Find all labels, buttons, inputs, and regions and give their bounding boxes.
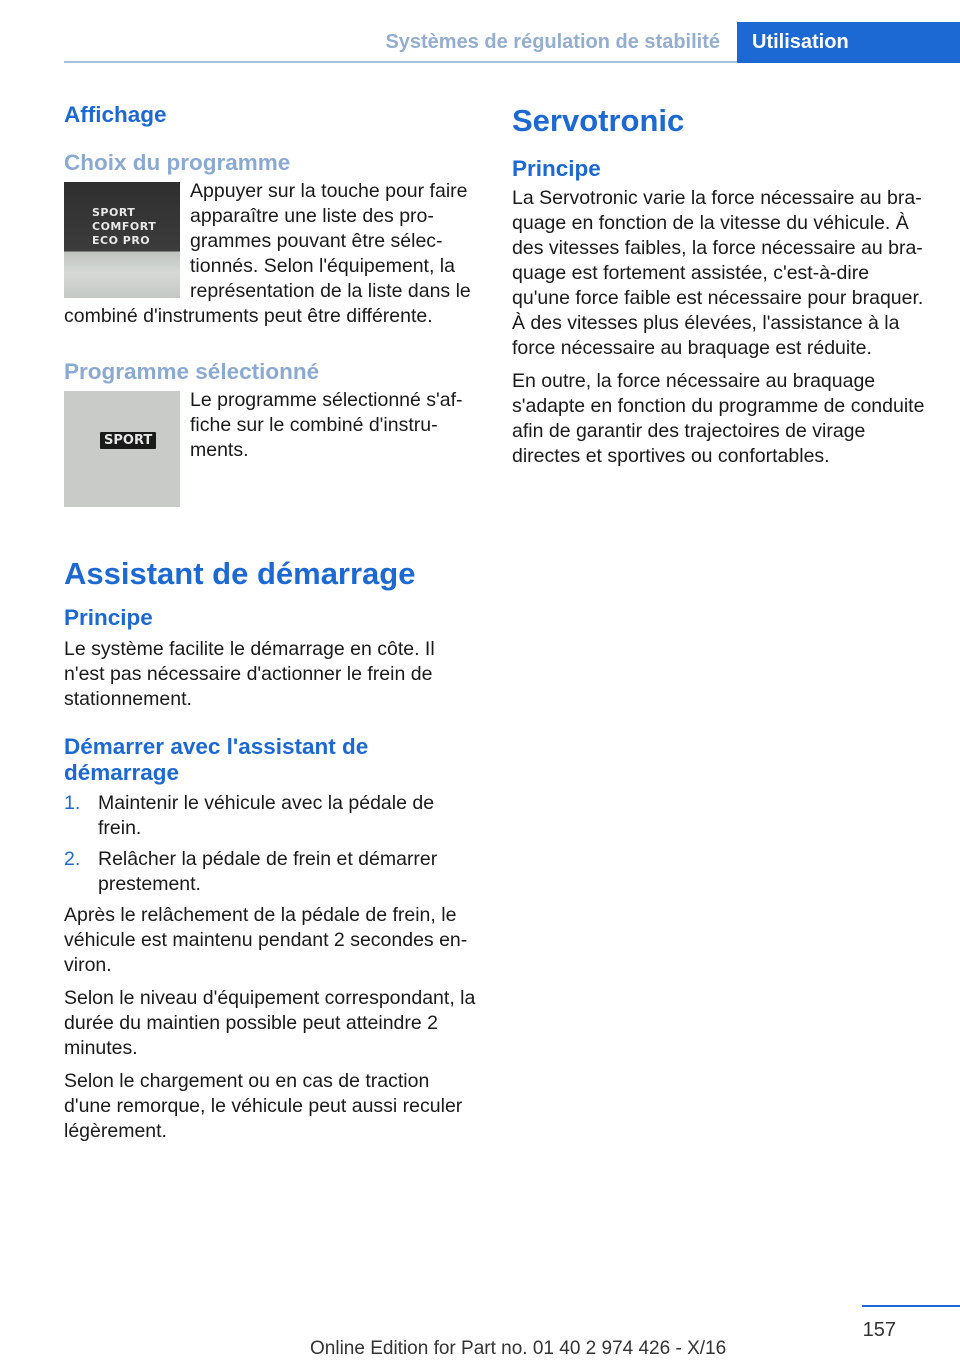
page-number: 157	[862, 1319, 896, 1341]
assistant-para-2: Selon le niveau d'équipement correspondant, la durée du maintien possible peut atteindre 2 minutes.	[64, 987, 476, 1059]
choix-programme-block	[64, 179, 478, 329]
header-tab-utilisation[interactable]: Utilisation	[737, 22, 960, 63]
affichage-heading: Affichage	[64, 102, 167, 127]
assistant-principe-text: Le système facilite le démarrage en côte. Il n'est pas nécessaire d'actionner le frein de stationnement.	[64, 638, 435, 710]
programme-selectionne-text: Le programme sélectionné s'affiche sur le combiné d'instruments.	[190, 389, 463, 461]
footer-rule	[862, 1305, 960, 1307]
servotronic-principe-heading: Principe	[512, 156, 601, 181]
list-item: 1. Maintenir le véhicule avec la pédale de frein.	[64, 792, 435, 839]
program-list-lines: SPORT COMFORT ECO PRO	[92, 206, 157, 247]
sport-badge: SPORT	[100, 432, 156, 449]
assistant-para-1: Après le relâchement de la pédale de frein, le véhicule est maintenu pendant 2 secondes environ.	[64, 904, 468, 976]
right-column	[512, 102, 926, 469]
assistant-demarrage-heading: Assistant de démarrage	[64, 556, 416, 591]
servotronic-para-1: La Servotronic varie la force nécessaire au braquage en fonction de la vitesse du véhicule. À des vitesses faibles, la force nécessaire au braquage est fortement assistée, c'est-à-dire qu'une force faible est nécessaire pour braquer. À des vitesses plus élevées, l'assistance à la force nécessaire au braquage est réduite.	[512, 187, 924, 359]
program-list-image	[64, 182, 180, 298]
choix-programme-heading: Choix du programme	[64, 150, 291, 175]
list-item: 2. Relâcher la pédale de frein et démarrer prestement.	[64, 848, 438, 895]
programme-selectionne-heading: Programme sélectionné	[64, 359, 320, 384]
header-section-title: Systèmes de régulation de stabilité	[385, 31, 720, 53]
servotronic-para-2: En outre, la force nécessaire au braquage s'adapte en fonction du programme de conduite afin de garantir des trajectoires de virage directes et sportives ou confortables.	[512, 370, 925, 467]
edition-footer: Online Edition for Part no. 01 40 2 974 426 - X/16	[310, 1338, 727, 1359]
programme-selectionne-block	[64, 388, 478, 511]
servotronic-heading: Servotronic	[512, 103, 685, 138]
left-column	[64, 102, 478, 1144]
selected-program-image	[64, 391, 180, 507]
demarrer-steps	[64, 791, 478, 897]
choix-programme-text: Appuyer sur la touche pour faire apparaître une liste des programmes pouvant être sélectionnés. Selon l'équipement, la représentation de la liste dans le combiné d'instruments peut être différente.	[64, 180, 471, 327]
assistant-para-3: Selon le chargement ou en cas de traction d'une remorque, le véhicule peut aussi reculer légèrement.	[64, 1070, 463, 1142]
demarrer-heading: Démarrer avec l'assistant de démarrage	[64, 734, 369, 785]
assistant-principe-heading: Principe	[64, 605, 153, 630]
